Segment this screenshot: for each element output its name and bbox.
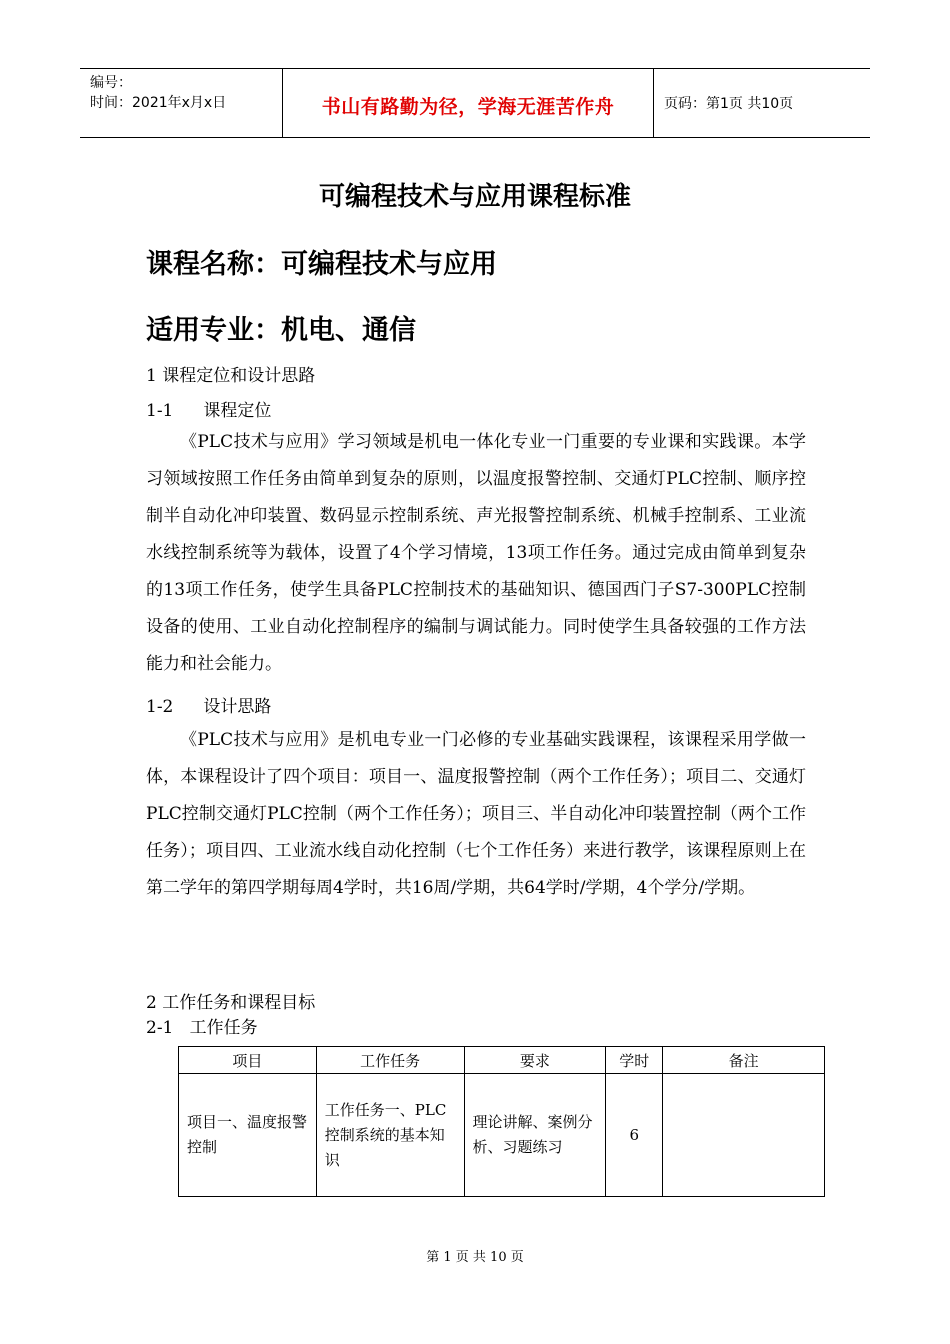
table-header-row [179, 1047, 825, 1074]
course-name: 课程名称：可编程技术与应用 [146, 249, 497, 280]
table-cell-requirement: 理论讲解、案例分析、习题练习 [464, 1074, 606, 1197]
table-cell-hours: 6 [606, 1074, 663, 1197]
time-label: 时间：2021年x月x日 [90, 95, 227, 111]
work-task-table [178, 1046, 825, 1197]
document-title: 可编程技术与应用课程标准 [318, 182, 631, 212]
number-label: 编号： [90, 75, 132, 91]
column-header: 学时 [606, 1047, 663, 1074]
page-footer: 第 1 页 共 10 页 [426, 1250, 524, 1265]
section2-heading: 2 工作任务和课程目标 [146, 993, 316, 1013]
section1-heading: 1 课程定位和设计思路 [146, 366, 316, 386]
applicable-majors: 适用专业：机电、通信 [146, 315, 416, 346]
header-page-info [654, 69, 870, 137]
paragraph-design-ideas: 《PLC技术与应用》是机电专业一门必修的专业基础实践课程，该课程采用学做一体，本课程设计了四个项目：项目一、温度报警控制（两个工作任务）；项目二、交通灯PLC控制交通灯PLC控制（两个工作任务）；项目三、半自动化冲印装置控制（两个工作任务）；项目四、工业流水线自动化控制（七个工作任务）来进行教学，该课程原则上在第二学年的第四学期每周4学时，共16周/学期，共64学时/学期，4个学分/学期。 [146, 730, 806, 898]
header-meta [80, 69, 282, 137]
page-info: 页码：第1页 共10页 [664, 96, 794, 112]
subsection-number: 1-2 [146, 697, 174, 717]
subsection-title: 课程定位 [203, 401, 272, 421]
table-cell-project: 项目一、温度报警控制 [179, 1074, 317, 1197]
subsection-title: 设计思路 [203, 697, 272, 717]
subsection-1-1 [146, 396, 271, 421]
subsection-1-2 [146, 692, 271, 717]
page-header [80, 68, 870, 138]
motto: 书山有路勤为径，学海无涯苦作舟 [321, 95, 615, 118]
column-header: 项目 [179, 1047, 317, 1074]
table-cell-notes [663, 1074, 825, 1197]
table-row [179, 1074, 825, 1197]
paragraph-course-positioning: 《PLC技术与应用》学习领域是机电一体化专业一门重要的专业课和实践课。本学习领域按照工作任务由简单到复杂的原则，以温度报警控制、交通灯PLC控制、顺序控制半自动化冲印装置、数码显示控制系统、声光报警控制系统、机械手控制系、工业流水线控制系统等为载体，设置了4个学习情境，13项工作任务。通过完成由简单到复杂的13项工作任务，使学生具备PLC控制技术的基础知识、德国西门子S7-300PLC控制设备的使用、工业自动化控制程序的编制与调试能力。同时使学生具备较强的工作方法能力和社会能力。 [146, 432, 806, 674]
header-motto-cell [282, 69, 654, 137]
column-header: 要求 [464, 1047, 606, 1074]
column-header: 工作任务 [316, 1047, 464, 1074]
column-header: 备注 [663, 1047, 825, 1074]
subsection-number: 1-1 [146, 401, 174, 421]
table-cell-task: 工作任务一、PLC控制系统的基本知识 [316, 1074, 464, 1197]
subsection-2-1: 2-1 工作任务 [146, 1018, 258, 1038]
